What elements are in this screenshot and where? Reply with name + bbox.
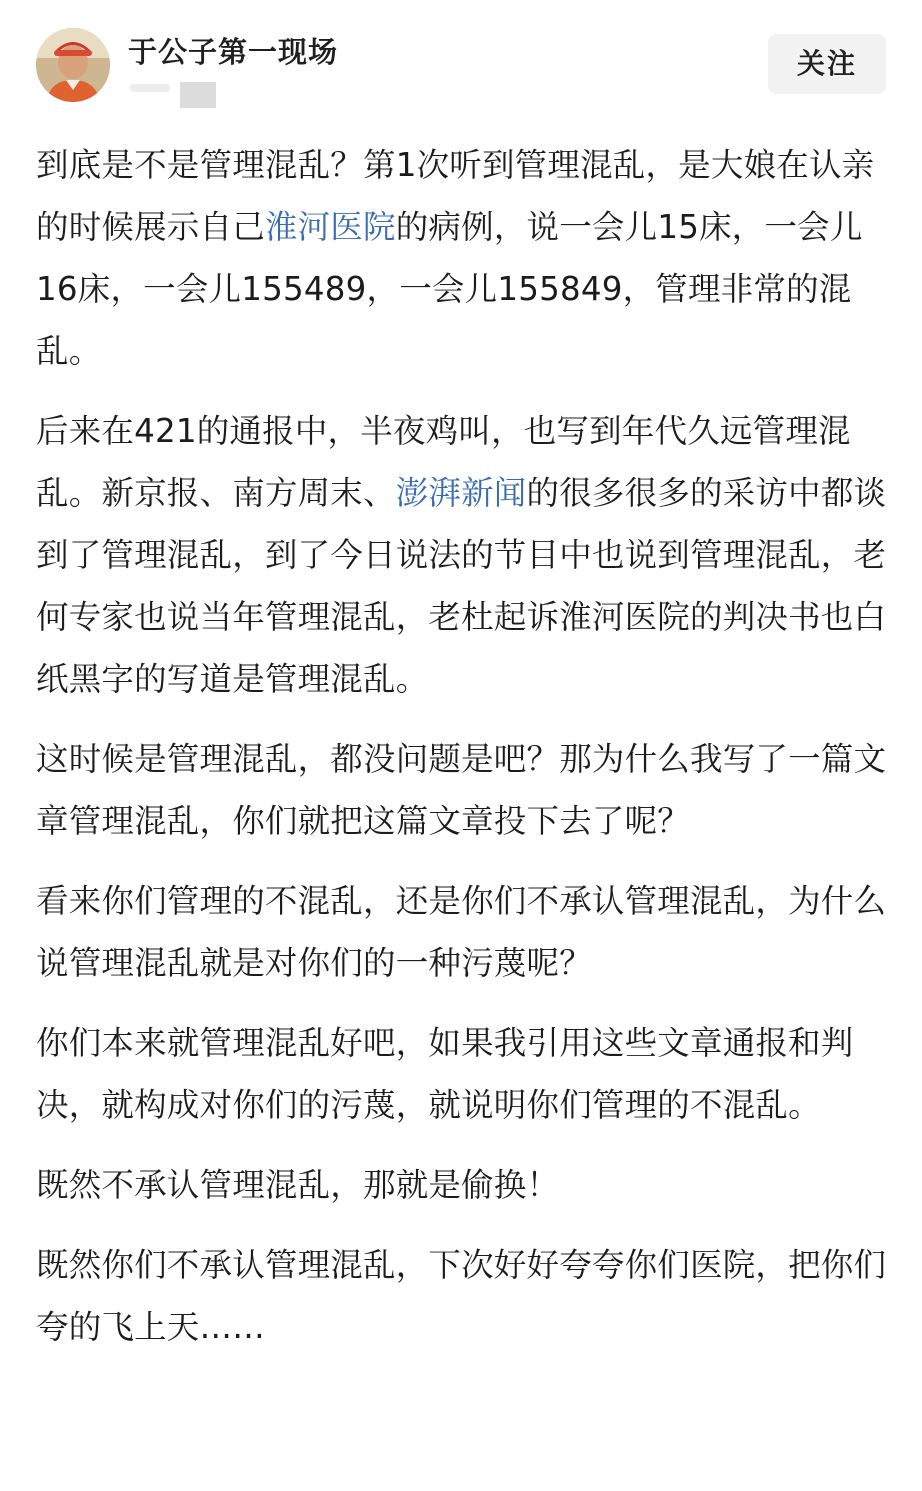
- paragraph-1: 到底是不是管理混乱？第1次听到管理混乱，是大娘在认亲的时候展示自己淮河医院的病例，说一会儿15床，一会儿16床，一会儿155489，一会儿155849，管理非常的混乱。: [36, 146, 875, 370]
- paragraph-7: 既然你们不承认管理混乱，下次好好夸夸你们医院，把你们夸的飞上天……: [36, 1246, 887, 1346]
- post-header: [0, 0, 922, 120]
- avatar-photo-icon: [36, 28, 110, 102]
- post-body: [36, 134, 888, 1376]
- paragraph-2: 后来在421的通报中，半夜鸡叫，也写到年代久远管理混乱。新京报、南方周末、澎湃新闻的很多很多的采访中都谈到了管理混乱，到了今日说法的节目中也说到管理混乱，老何专家也说当年管理混乱，老杜起诉淮河医院的判决书也白纸黑字的写道是管理混乱。: [36, 412, 887, 698]
- paragraph-5: 你们本来就管理混乱好吧，如果我引用这些文章通报和判决，就构成对你们的污蔑，就说明你们管理的不混乱。: [36, 1024, 854, 1124]
- link-pengpai-news[interactable]: 澎湃新闻: [395, 474, 527, 512]
- author-avatar[interactable]: [36, 28, 110, 102]
- follow-button[interactable]: 关注: [768, 34, 886, 94]
- paragraph-6: 既然不承认管理混乱，那就是偷换！: [36, 1166, 560, 1204]
- post-meta-blurred: [130, 78, 222, 104]
- paragraph-3: 这时候是管理混乱，都没问题是吧？那为什么我写了一篇文章管理混乱，你们就把这篇文章投下去了呢？: [36, 740, 887, 840]
- link-huaihe-hospital[interactable]: 淮河医院: [264, 208, 396, 246]
- author-name[interactable]: 于公子第一现场: [128, 35, 339, 69]
- paragraph-4: 看来你们管理的不混乱，还是你们不承认管理混乱，为什么说管理混乱就是对你们的一种污蔑呢？: [36, 882, 887, 982]
